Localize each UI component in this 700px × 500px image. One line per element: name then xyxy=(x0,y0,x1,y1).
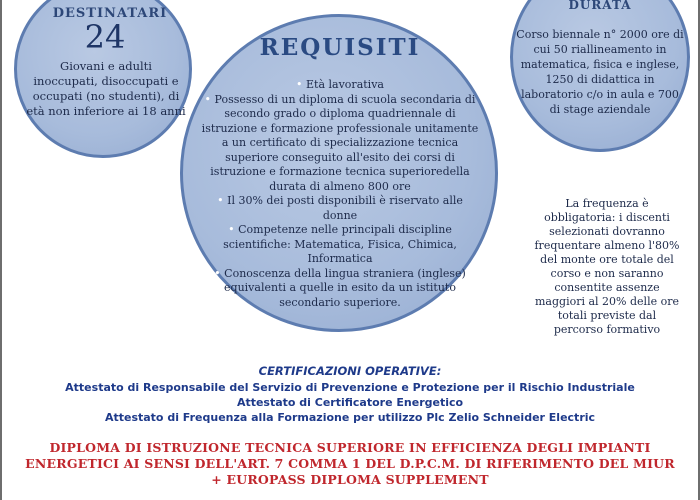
frequenza-text: La frequenza è obbligatoria: i discenti selezionati dovranno frequentare almeno l'80% del monte ore totale del corso e non saranno consentite assenze maggiori al 20% delle ore totali previste dal percorso formativo xyxy=(534,197,680,336)
destinatari-text: Giovani e adulti inoccupati, disoccupati e occupati (no studenti), di età non inferiore ai 18 anni xyxy=(26,59,186,118)
requisiti-item: • Competenze nelle principali discipline scientifiche: Matematica, Fisica, Chimica, Informatica xyxy=(200,223,480,267)
certificazioni-title: CERTIFICAZIONI OPERATIVE: xyxy=(258,364,442,378)
durata-text: Corso biennale n° 2000 ore di cui 50 riallineamento in matematica, fisica e inglese, 1250 di didattica in laboratorio c/o in aula e 700 di stage aziendale xyxy=(516,28,684,116)
diploma-text: DIPLOMA DI ISTRUZIONE TECNICA SUPERIORE IN EFFICIENZA DEGLI IMPIANTI ENERGETICI AI SENSI DELL'ART. 7 COMMA 1 DEL D.P.C.M. DI RIFERIMENTO DEL MIUR + EUROPASS DIPLOMA SUPPLEMENT xyxy=(25,440,675,487)
destinatari-number: 24 xyxy=(84,18,126,56)
requisiti-title: REQUISITI xyxy=(259,34,421,61)
durata-title: DURATA xyxy=(568,0,632,12)
certificazione-line: Attestato di Frequenza alla Formazione per utilizzo Plc Zelio Schneider Electric xyxy=(104,411,596,424)
requisiti-item: • Età lavorativa xyxy=(200,78,480,93)
destinatari-title: DESTINATARI xyxy=(52,6,168,21)
certificazione-line: Attestato di Certificatore Energetico xyxy=(236,396,464,409)
requisiti-item: • Conoscenza della lingua straniera (inglese) equivalenti a quelle in esito da un istituto secondario superiore. xyxy=(200,267,480,311)
certificazione-line: Attestato di Responsabile del Servizio di Prevenzione e Protezione per il Rischio Industriale xyxy=(65,381,635,394)
requisiti-item: • Il 30% dei posti disponibili è riservato alle donne xyxy=(200,194,480,223)
page-left-edge xyxy=(0,0,2,500)
requisiti-item: • Possesso di un diploma di scuola secondaria di secondo grado o diploma quadriennale di istruzione e formazione professionale unitamente a un certificato di specializzazione tecnica superiore conseguito all'esito dei corsi di istruzione e formazione tecnica superioredella durata di almeno 800 ore xyxy=(200,93,480,195)
requisiti-list xyxy=(200,78,480,310)
